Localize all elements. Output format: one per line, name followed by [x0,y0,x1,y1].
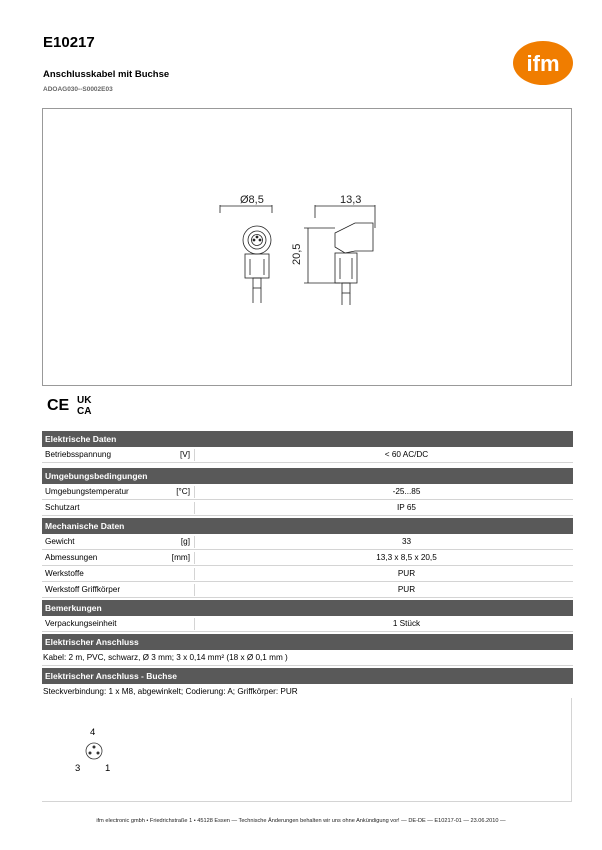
ce-mark: CE [47,397,70,414]
height-label: 20,5 [291,243,303,265]
order-code: ADOAG030--S0002E03 [43,86,113,93]
row-label: Umgebungstemperatur [45,487,129,496]
connector-section-frame [42,698,572,802]
connector-description: Steckverbindung: 1 x M8, abgewinkelt; Codierung: A; Griffkörper: PUR [43,687,298,696]
section-header-elektrische-daten: Elektrische Daten [42,431,573,447]
specification-table [42,430,573,700]
table-row [42,500,573,516]
section-header-anschluss-buchse: Elektrischer Anschluss - Buchse [42,668,573,684]
table-row [42,566,573,582]
ifm-logo [513,41,573,85]
row-value: -25...85 [392,487,421,496]
pin-diagram [74,726,114,776]
pin-label-4: 4 [90,727,96,738]
dimension-drawing [200,183,420,313]
table-row [42,616,573,632]
row-unit: [g] [180,537,190,546]
table-row [42,447,573,463]
product-code: E10217 [43,34,95,51]
row-value: 1 Stück [392,619,421,628]
row-unit: [°C] [176,487,190,496]
column-divider [194,502,195,514]
column-divider [194,536,195,548]
pin-label-3: 3 [75,763,81,774]
pin-label-1: 1 [105,763,111,774]
column-divider [194,618,195,630]
certification-marks [47,393,107,417]
row-label: Abmessungen [45,553,98,562]
svg-text:ifm: ifm [526,51,560,76]
row-label: Werkstoff Griffkörper [45,585,121,594]
column-divider [194,449,195,461]
row-value: 13,3 x 8,5 x 20,5 [376,553,437,562]
ukca-mark-top: UK [77,395,92,406]
row-unit: [mm] [171,553,190,562]
column-divider [194,584,195,596]
table-row [42,484,573,500]
width-label: 13,3 [340,194,362,206]
row-label: Verpackungseinheit [45,619,117,628]
row-unit: [V] [179,450,190,459]
row-value: PUR [397,569,416,578]
row-label: Werkstoffe [45,569,84,578]
row-value: IP 65 [397,503,416,512]
section-header-elektrischer-anschluss: Elektrischer Anschluss [42,634,573,650]
row-value: 33 [401,537,412,546]
table-row [42,550,573,566]
row-value: < 60 AC/DC [384,450,429,459]
column-divider [194,552,195,564]
diameter-label: Ø8,5 [240,194,264,206]
cable-description: Kabel: 2 m, PVC, schwarz, Ø 3 mm; 3 x 0,14 mm² (18 x Ø 0,1 mm ) [42,650,573,666]
table-row [42,582,573,598]
table-row [42,534,573,550]
row-label: Betriebsspannung [45,450,112,459]
footer-text: ifm electronic gmbh • Friedrichstraße 1 • 45128 Essen — Technische Änderungen behalten wir uns ohne Ankündigung vor! — DE-DE — E10217-01 — 23.06.2010 — [96,818,506,824]
column-divider [194,568,195,580]
section-header-bemerkungen: Bemerkungen [42,600,573,616]
row-value: PUR [397,585,416,594]
ukca-mark-bottom: CA [77,406,92,417]
product-subtitle: Anschlusskabel mit Buchse [43,69,170,80]
section-header-umgebungsbedingungen: Umgebungsbedingungen [42,468,573,484]
column-divider [194,486,195,498]
row-label: Gewicht [45,537,75,546]
section-header-mechanische-daten: Mechanische Daten [42,518,573,534]
row-label: Schutzart [45,503,80,512]
